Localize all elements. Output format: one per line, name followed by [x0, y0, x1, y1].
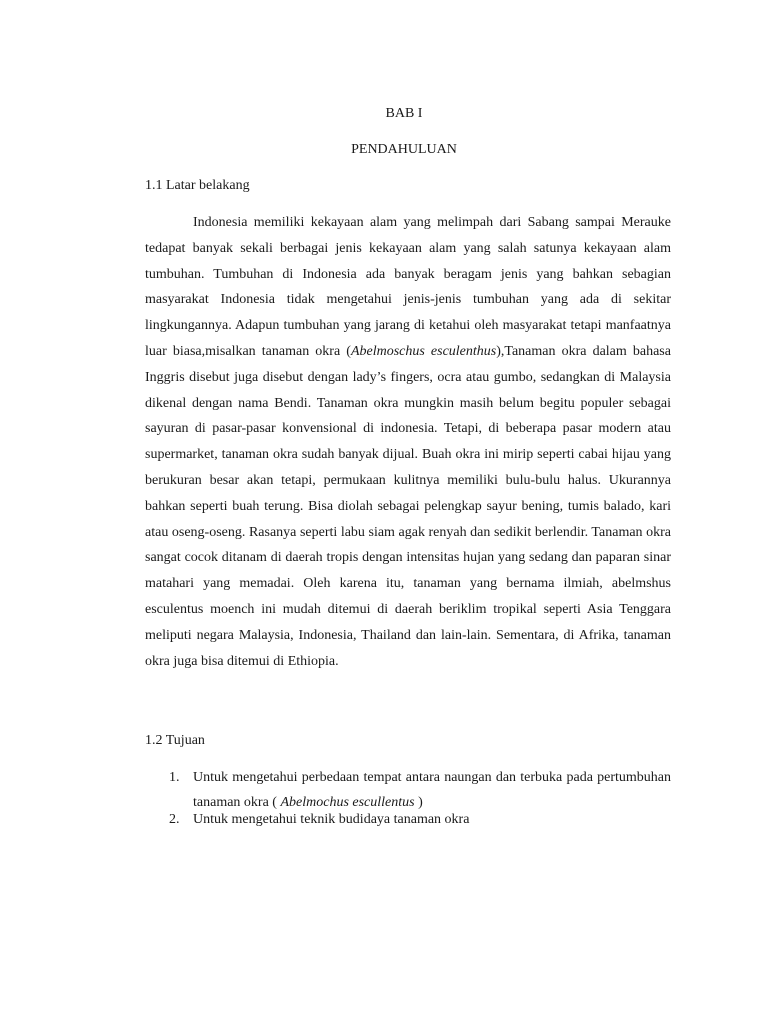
chapter-number: BAB I [385, 106, 423, 121]
list-item [145, 765, 671, 815]
paragraph-text-part2: ),Tanaman okra dalam bahasa Inggris disebut juga disebut dengan lady’s fingers, ocra atau gumbo, sedangkan di Malaysia dikenal dengan nama Bendi. Tanaman okra mungkin masih belum begitu populer sebagai sayuran di pasar-pasar konvensional di indonesia. Tetapi, di beberapa pasar modern atau supermarket, tanaman okra sudah banyak dijual. Buah okra ini mirip seperti cabai hijau yang berukuran besar akan tetapi, permukaan kulitnya memiliki bulu-bulu halus. Ukurannya bahkan seperti buah terung. Bisa diolah sebagai pelengkap sayur bening, tumis balado, kari atau oseng-oseng. Rasanya seperti labu siam agak renyah dan sedikit berlendir. Tanaman okra sangat cocok ditanam di daerah tropis dengan intensitas hujan yang sedang dan paparan sinar matahari yang memadai. Oleh karena itu, tanaman yang bernama ilmiah, abelmshus esculentus moench ini mudah ditemui di daerah beriklim tropikal seperti Asia Tenggara meliputi negara Malaysia, Indonesia, Thailand dan lain-lain. Sementara, di Afrika, tanaman okra juga bisa ditemui di Ethiopia. [145, 343, 671, 669]
body-paragraph [145, 210, 671, 674]
list-item-text-end: ) [414, 795, 423, 810]
list-number: 2. [169, 812, 180, 827]
chapter-title: PENDAHULUAN [351, 142, 457, 157]
list-number: 1. [169, 770, 180, 785]
section-heading-latar-belakang: 1.1 Latar belakang [145, 178, 250, 193]
section-heading-tujuan: 1.2 Tujuan [145, 733, 205, 748]
objectives-list [145, 765, 671, 831]
scientific-name: Abelmochus escullentus [280, 795, 415, 810]
list-item-text: Untuk mengetahui teknik budidaya tanaman okra [193, 812, 470, 827]
list-item [145, 809, 671, 831]
paragraph-text-part1: Indonesia memiliki kekayaan alam yang melimpah dari Sabang sampai Merauke tedapat banyak sekali berbagai jenis kekayaan alam yang salah satunya kekayaan alam tumbuhan. Tumbuhan di Indonesia ada banyak beragam jenis yang bahkan sebagian masyarakat Indonesia tidak mengetahui jenis-jenis tumbuhan yang ada di sekitar lingkungannya. Adapun tumbuhan yang jarang di ketahui oleh masyarakat tetapi manfaatnya luar biasa,misalkan tanaman okra ( [145, 215, 671, 359]
list-item-text: Untuk mengetahui perbedaan tempat antara naungan dan terbuka pada pertumbuhan tanaman okra ( [193, 770, 671, 810]
scientific-name: Abelmoschus esculenthus [350, 343, 497, 359]
